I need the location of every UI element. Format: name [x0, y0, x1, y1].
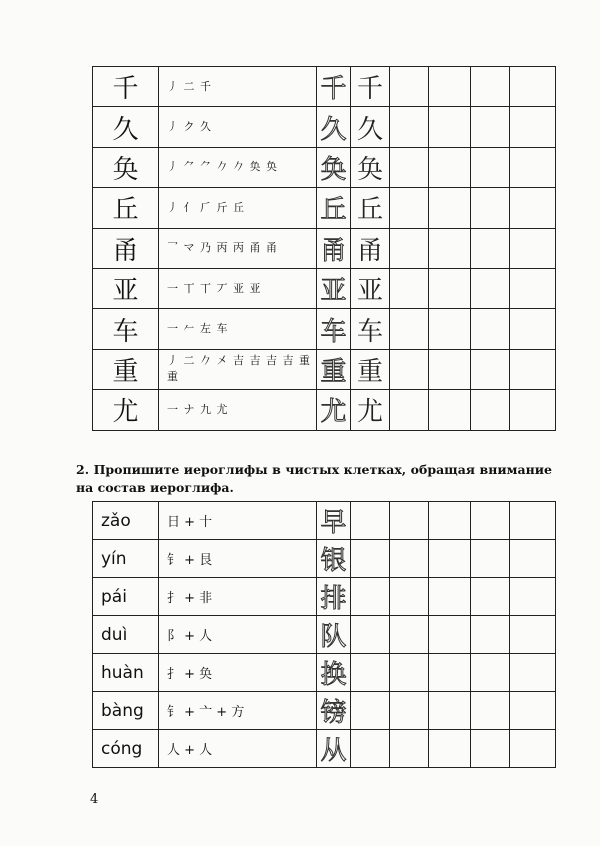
practice-cell[interactable]: [429, 692, 471, 730]
table-row: [93, 730, 556, 768]
practice-cell[interactable]: [351, 616, 390, 654]
practice-cell[interactable]: [471, 228, 510, 268]
practice-cell[interactable]: [510, 502, 556, 540]
character-components: 日 + 十: [159, 502, 317, 540]
model-character: 亚: [351, 268, 390, 308]
practice-cell[interactable]: [390, 188, 429, 228]
practice-cell[interactable]: [510, 147, 556, 187]
tracing-character: 银: [317, 540, 351, 578]
practice-cell[interactable]: [510, 188, 556, 228]
practice-cell[interactable]: [390, 390, 429, 430]
tracing-character: 丘: [317, 188, 351, 228]
practice-cell[interactable]: [510, 540, 556, 578]
practice-cell[interactable]: [510, 268, 556, 308]
table-row: [93, 616, 556, 654]
practice-cell[interactable]: [471, 730, 510, 768]
practice-cell[interactable]: [429, 268, 471, 308]
table-row: [93, 654, 556, 692]
practice-cell[interactable]: [429, 188, 471, 228]
hanzi-character: 丘: [93, 188, 159, 228]
practice-cell[interactable]: [390, 578, 429, 616]
practice-cell[interactable]: [471, 390, 510, 430]
practice-cell[interactable]: [429, 730, 471, 768]
practice-cell[interactable]: [390, 502, 429, 540]
character-components: 人 + 人: [159, 730, 317, 768]
practice-cell[interactable]: [510, 730, 556, 768]
practice-cell[interactable]: [351, 730, 390, 768]
practice-cell[interactable]: [471, 349, 510, 389]
stroke-order: 丿 ク 久: [159, 107, 317, 147]
practice-cell[interactable]: [471, 309, 510, 349]
character-components: 扌 + 非: [159, 578, 317, 616]
hanzi-character: 千: [93, 67, 159, 107]
practice-cell[interactable]: [390, 107, 429, 147]
pinyin-label: cóng: [93, 730, 159, 768]
practice-cell[interactable]: [429, 349, 471, 389]
table-row: [93, 502, 556, 540]
practice-cell[interactable]: [390, 692, 429, 730]
practice-cell[interactable]: [471, 540, 510, 578]
practice-cell[interactable]: [429, 228, 471, 268]
tracing-character: 换: [317, 654, 351, 692]
practice-cell[interactable]: [510, 107, 556, 147]
practice-cell[interactable]: [510, 692, 556, 730]
table-row: [93, 578, 556, 616]
stroke-order: 丿 ⺈ ⺈ 𠂊 𠂊 奂 奂: [159, 147, 317, 187]
table-row: [93, 540, 556, 578]
practice-cell[interactable]: [429, 67, 471, 107]
practice-cell[interactable]: [429, 309, 471, 349]
pinyin-label: bàng: [93, 692, 159, 730]
practice-cell[interactable]: [429, 540, 471, 578]
model-character: 丘: [351, 188, 390, 228]
practice-cell[interactable]: [510, 309, 556, 349]
stroke-order: 一 丅 丅 丆 亚 亚: [159, 268, 317, 308]
practice-cell[interactable]: [471, 578, 510, 616]
practice-cell[interactable]: [510, 228, 556, 268]
table-row: [93, 147, 556, 187]
practice-cell[interactable]: [390, 616, 429, 654]
practice-cell[interactable]: [390, 654, 429, 692]
practice-cell[interactable]: [390, 540, 429, 578]
practice-cell[interactable]: [390, 730, 429, 768]
pinyin-label: zǎo: [93, 502, 159, 540]
practice-cell[interactable]: [390, 67, 429, 107]
tracing-character: 久: [317, 107, 351, 147]
table-row: [93, 692, 556, 730]
tracing-character: 从: [317, 730, 351, 768]
practice-cell[interactable]: [390, 147, 429, 187]
practice-cell[interactable]: [510, 654, 556, 692]
practice-cell[interactable]: [510, 390, 556, 430]
stroke-order: 丿 二 𠂊 㐅 吉 吉 吉 吉 重 重: [159, 349, 317, 389]
practice-cell[interactable]: [471, 502, 510, 540]
practice-cell[interactable]: [471, 188, 510, 228]
hanzi-character: 奂: [93, 147, 159, 187]
table-row: [93, 309, 556, 349]
hanzi-character: 车: [93, 309, 159, 349]
tracing-character: 亚: [317, 268, 351, 308]
character-components: 阝 + 人: [159, 616, 317, 654]
practice-cell[interactable]: [351, 540, 390, 578]
tracing-character: 车: [317, 309, 351, 349]
practice-cell[interactable]: [471, 107, 510, 147]
practice-cell[interactable]: [471, 268, 510, 308]
practice-cell[interactable]: [471, 692, 510, 730]
model-character: 久: [351, 107, 390, 147]
stroke-order: 丿 亻 𠂆 斤 丘: [159, 188, 317, 228]
practice-cell[interactable]: [429, 578, 471, 616]
practice-cell[interactable]: [351, 502, 390, 540]
practice-cell[interactable]: [390, 349, 429, 389]
stroke-order: 一 ナ 九 尤: [159, 390, 317, 430]
practice-cell[interactable]: [351, 692, 390, 730]
character-components: 钅 + 艮: [159, 540, 317, 578]
practice-cell[interactable]: [471, 654, 510, 692]
exercise-instruction: 2. Пропишите иероглифы в чистых клетках, обращая внимание на состав иероглифа.: [76, 462, 552, 495]
tracing-character: 甬: [317, 228, 351, 268]
model-character: 尤: [351, 390, 390, 430]
pinyin-label: pái: [93, 578, 159, 616]
practice-cell[interactable]: [351, 578, 390, 616]
stroke-order: 乛 マ 乃 丙 丙 甬 甬: [159, 228, 317, 268]
table-row: [93, 67, 556, 107]
practice-cell[interactable]: [390, 268, 429, 308]
hanzi-character: 亚: [93, 268, 159, 308]
practice-cell[interactable]: [510, 578, 556, 616]
table-row: [93, 228, 556, 268]
practice-cell[interactable]: [471, 67, 510, 107]
hanzi-character: 久: [93, 107, 159, 147]
model-character: 重: [351, 349, 390, 389]
tracing-character: 早: [317, 502, 351, 540]
pinyin-label: huàn: [93, 654, 159, 692]
tracing-character: 重: [317, 349, 351, 389]
stroke-order-table: [92, 66, 556, 431]
table-row: [93, 188, 556, 228]
practice-cell[interactable]: [429, 147, 471, 187]
composition-table: [92, 501, 556, 768]
table-row: [93, 390, 556, 430]
page-number: 4: [90, 792, 99, 807]
practice-cell[interactable]: [510, 349, 556, 389]
practice-cell[interactable]: [510, 67, 556, 107]
practice-cell[interactable]: [390, 309, 429, 349]
model-character: 奂: [351, 147, 390, 187]
practice-cell[interactable]: [390, 228, 429, 268]
practice-cell[interactable]: [429, 616, 471, 654]
stroke-order: 丿 二 千: [159, 67, 317, 107]
table-row: [93, 268, 556, 308]
practice-cell[interactable]: [429, 107, 471, 147]
tracing-character: 千: [317, 67, 351, 107]
hanzi-character: 重: [93, 349, 159, 389]
tracing-character: 排: [317, 578, 351, 616]
tracing-character: 队: [317, 616, 351, 654]
practice-cell[interactable]: [510, 616, 556, 654]
practice-cell[interactable]: [471, 616, 510, 654]
practice-cell[interactable]: [429, 654, 471, 692]
tracing-character: 尤: [317, 390, 351, 430]
practice-cell[interactable]: [351, 654, 390, 692]
hanzi-character: 尤: [93, 390, 159, 430]
model-character: 车: [351, 309, 390, 349]
stroke-order: 一 𠂉 左 车: [159, 309, 317, 349]
character-components: 钅 + 亠 + 方: [159, 692, 317, 730]
model-character: 甬: [351, 228, 390, 268]
model-character: 千: [351, 67, 390, 107]
table-row: [93, 349, 556, 389]
practice-cell[interactable]: [429, 502, 471, 540]
pinyin-label: yín: [93, 540, 159, 578]
pinyin-label: duì: [93, 616, 159, 654]
hanzi-character: 甬: [93, 228, 159, 268]
tracing-character: 镑: [317, 692, 351, 730]
tracing-character: 奂: [317, 147, 351, 187]
practice-cell[interactable]: [471, 147, 510, 187]
table-row: [93, 107, 556, 147]
practice-cell[interactable]: [429, 390, 471, 430]
character-components: 扌 + 奂: [159, 654, 317, 692]
